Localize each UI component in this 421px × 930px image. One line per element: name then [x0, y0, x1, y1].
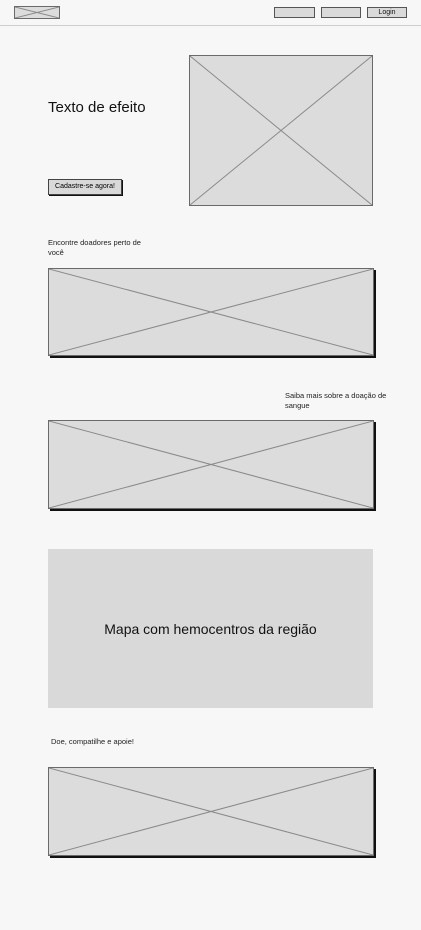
- hero-image-placeholder-icon: [189, 55, 373, 206]
- logo-image-placeholder-icon[interactable]: [14, 6, 60, 19]
- signup-button[interactable]: Cadastre-se agora!: [48, 179, 122, 195]
- nav-button-1[interactable]: [274, 7, 315, 18]
- nav-button-2[interactable]: [321, 7, 361, 18]
- login-button[interactable]: Login: [367, 7, 407, 18]
- hero-headline: Texto de efeito: [48, 99, 146, 116]
- map-label: Mapa com hemocentros da região: [104, 620, 317, 637]
- share-section-text: Doe, compatilhe e apoie!: [51, 737, 134, 746]
- donors-section-text: Encontre doadores perto de você: [48, 238, 141, 257]
- share-image-placeholder-icon: [48, 767, 374, 856]
- learn-section-text: Saiba mais sobre a doação de sangue: [285, 391, 387, 410]
- learn-image-placeholder-icon: [48, 420, 374, 509]
- hemocenters-map[interactable]: [48, 549, 373, 708]
- top-navigation-bar: [0, 0, 421, 26]
- donors-image-placeholder-icon: [48, 268, 374, 356]
